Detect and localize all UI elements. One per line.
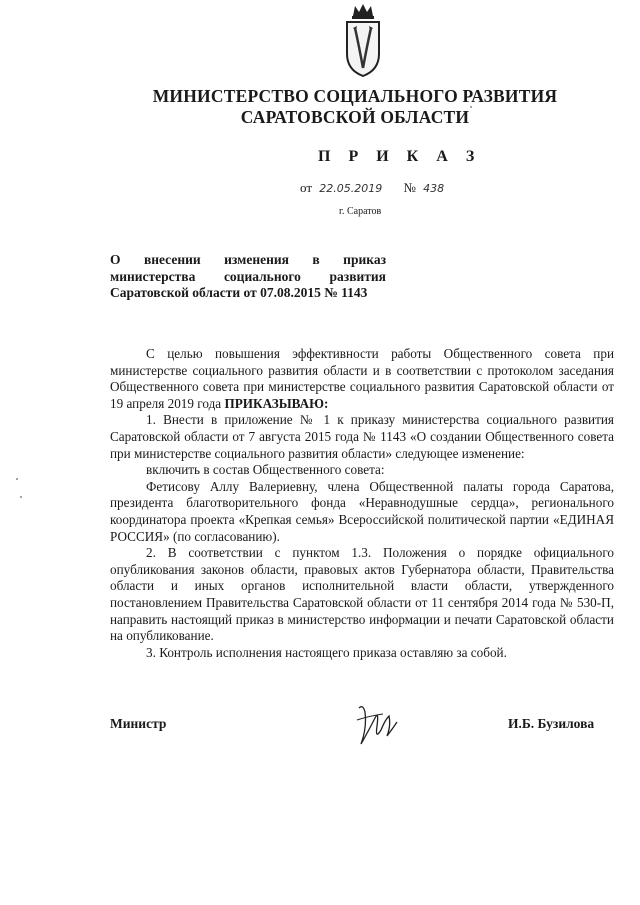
number-prefix: № <box>403 180 416 195</box>
date-prefix: от <box>300 180 313 195</box>
signatory-name: И.Б. Бузилова <box>508 716 595 731</box>
document-type-title: П Р И К А З <box>318 148 482 165</box>
intro-text: С целью повышения эффективности работы Общественного совета при министерстве социального развития области и в соответствии с протоколом заседания Общественного совета при министерстве социального развития Саратовской области от 19 апреля 2019 года <box>110 346 614 411</box>
paragraph-1-person: Фетисову Аллу Валериевну, члена Общественной палаты города Саратова, президента благотворительного фонда «Неравнодушные сердца», регионального координатора проекта «Крепкая семья» Всероссийской политической партии «ЕДИНАЯ РОССИЯ» (по согласованию). <box>110 478 614 544</box>
order-subject: О внесении изменения в приказ министерства социального развития Саратовской области от 07.08.2015 № 1143 <box>110 252 386 300</box>
handwritten-signature <box>349 700 403 752</box>
order-body <box>110 346 614 661</box>
scan-speck <box>470 106 472 108</box>
order-date: 22.05.2019 <box>319 182 383 195</box>
intro-paragraph <box>110 346 614 412</box>
scan-speck <box>20 496 22 498</box>
ministry-heading <box>0 86 640 128</box>
order-date-number <box>300 180 462 196</box>
city-label: г. Саратов <box>339 206 382 217</box>
paragraph-1-include: включить в состав Общественного совета: <box>146 462 385 478</box>
paragraph-1: 1. Внести в приложение № 1 к приказу министерства социального развития Саратовской области от 7 августа 2015 года № 1143 «О создании Общественного совета при министерстве социального развития области» следующее изменение: <box>110 412 614 461</box>
intro-emphasis: ПРИКАЗЫВАЮ: <box>224 395 329 411</box>
paragraph-3: 3. Контроль исполнения настоящего приказа оставляю за собой. <box>146 644 507 660</box>
signatory-title: Министр <box>110 716 167 731</box>
coat-of-arms-emblem <box>341 2 385 78</box>
order-number: 438 <box>423 182 445 195</box>
scan-speck <box>16 478 18 480</box>
paragraph-2: 2. В соответствии с пунктом 1.3. Положения о порядке официального опубликования законов области, правовых актов Губернатора области, Правительства области и иных органов исполнительной власти области, утвержденного постановлением Правительства Саратовской области от 11 сентября 2014 года № 530-П, направить настоящий приказ в министерство информации и печати Саратовской области на опубликование. <box>110 545 614 644</box>
ministry-line-1: МИНИСТЕРСТВО СОЦИАЛЬНОГО РАЗВИТИЯ <box>152 86 558 106</box>
ministry-line-2: САРАТОВСКОЙ ОБЛАСТИ <box>240 107 470 127</box>
